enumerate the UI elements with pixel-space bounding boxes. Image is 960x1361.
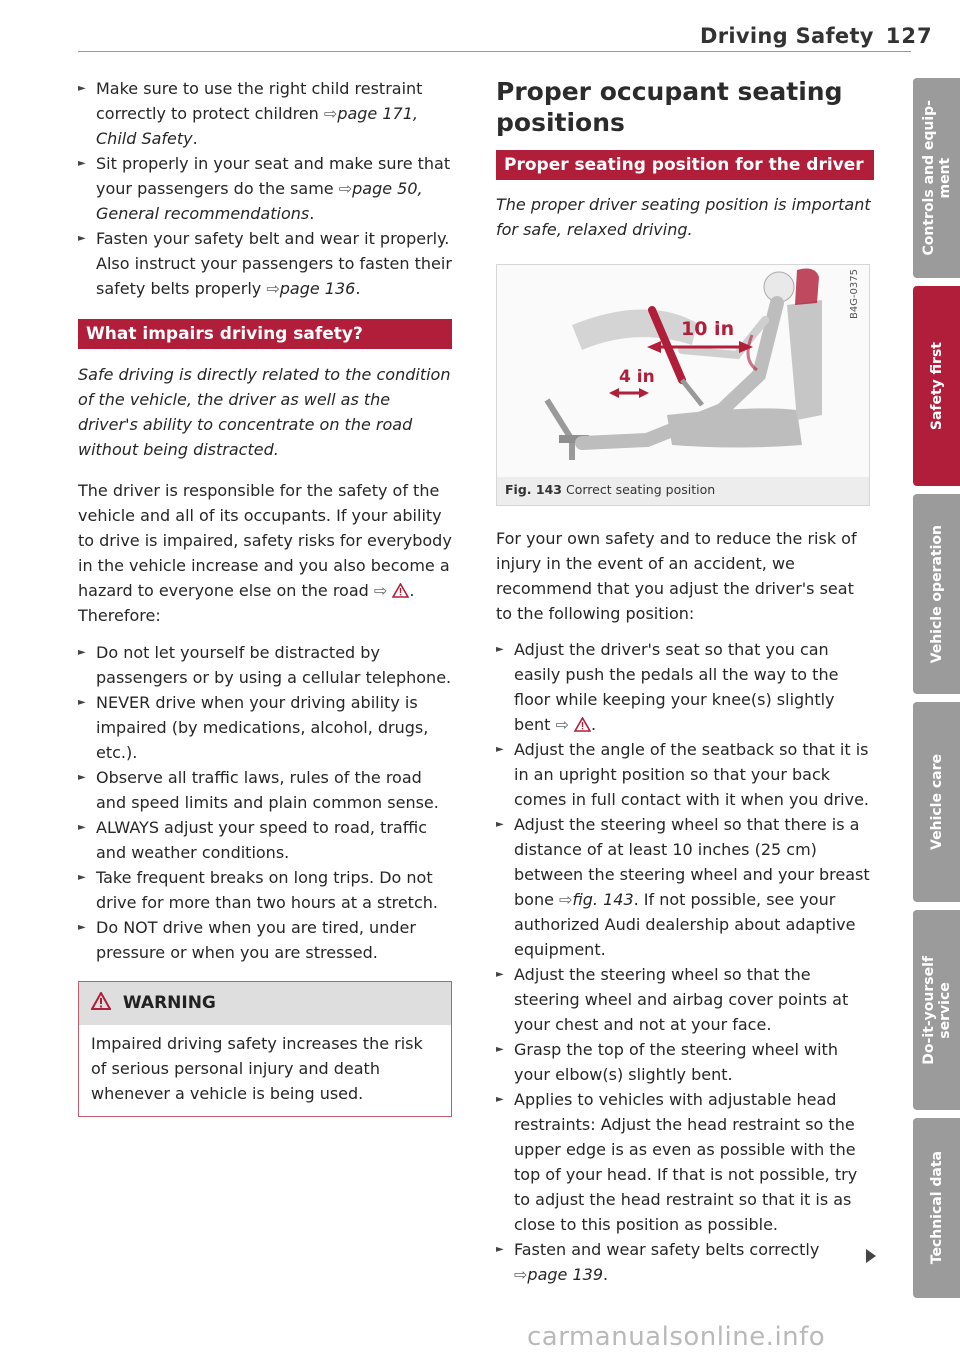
list-item: ► Adjust the angle of the seatback so that it is in an upright position so that your back comes in full contact with it when you drive. xyxy=(496,737,874,812)
page-title: Proper occupant seating positions xyxy=(496,77,843,137)
arrow-right-icon: ⇨ xyxy=(266,279,280,298)
running-head xyxy=(700,24,940,48)
therefore-text: Therefore: xyxy=(78,606,161,625)
side-tab-safety-first[interactable]: Safety first xyxy=(913,286,960,486)
list-item: ► Grasp the top of the steering wheel with your elbow(s) slightly bent. xyxy=(496,1037,874,1087)
warning-triangle-icon xyxy=(91,992,111,1010)
list-item: ► Adjust the steering wheel so that the steering wheel and airbag cover points at your chest and not at your face. xyxy=(496,962,874,1037)
continued-arrow-icon xyxy=(866,1249,876,1263)
impairs-body: The driver is responsible for the safety of the vehicle and all of its occupants. If your ability to drive is impaired, safety risks for everybody in the vehicle increase and you also become a hazard to everyone else on the road ⇨ . xyxy=(78,481,452,600)
list-item: ► Applies to vehicles with adjustable head restraints: Adjust the head restraint so the upper edge is as even as possible with the top of your head. If that is not possible, try to adjust the head restraint so that it is as close to this position as possible. xyxy=(496,1087,874,1237)
list-item: ► Adjust the driver's seat so that you can easily push the pedals all the way to the floor while keeping your knee(s) slightly bent ⇨ . xyxy=(496,637,874,737)
cross-reference-link[interactable]: page 50, General recommendations xyxy=(96,179,423,223)
figure-caption-text: Correct seating position xyxy=(565,482,716,497)
arrow-right-icon: ⇨ xyxy=(323,104,338,123)
arrow-right-icon: ⇨ xyxy=(559,890,573,909)
section-heading-driver: Proper seating position for the driver xyxy=(496,150,874,180)
cross-reference-link[interactable]: page 171, Child Safety xyxy=(96,104,418,148)
side-tab-technical-data[interactable]: Technical data xyxy=(913,1118,960,1298)
list-item: ► Observe all traffic laws, rules of the road and speed limits and plain common sense. xyxy=(78,765,452,815)
list-item: ► Do NOT drive when you are tired, under pressure or when you are stressed. xyxy=(78,915,452,965)
header-rule xyxy=(78,51,911,52)
seating-bullet-list xyxy=(496,637,874,1287)
cross-reference-link[interactable]: page 136 xyxy=(279,279,356,298)
figure-code: B4G-0375 xyxy=(849,269,860,320)
warning-triangle-icon xyxy=(574,717,591,732)
driver-intro: The proper driver seating position is important for safe, relaxed driving. xyxy=(496,195,871,239)
intro-bullet-list xyxy=(78,76,452,301)
list-item: ► NEVER drive when your driving ability is impaired (by medications, alcohol, drugs, etc.). xyxy=(78,690,452,765)
section-heading-impairs: What impairs driving safety? xyxy=(78,319,452,349)
section-title: Driving Safety xyxy=(700,24,874,48)
warning-triangle-icon xyxy=(392,583,409,598)
seating-position-illustration xyxy=(497,265,869,477)
warning-title: WARNING xyxy=(122,993,216,1013)
figure-caption xyxy=(497,477,869,505)
list-item: ► ALWAYS adjust your speed to road, traffic and weather conditions. xyxy=(78,815,452,865)
side-tab-vehicle-care[interactable]: Vehicle care xyxy=(913,702,960,902)
list-item: ► Fasten and wear safety belts correctly ⇨page 139. xyxy=(496,1237,874,1287)
arrow-right-icon: ⇨ xyxy=(514,1265,528,1284)
seating-diagram xyxy=(497,265,869,477)
list-item: ► Do not let yourself be distracted by passengers or by using a cellular telephone. xyxy=(78,640,452,690)
warning-header xyxy=(79,982,451,1025)
side-tab-vehicle-operation[interactable]: Vehicle operation xyxy=(913,494,960,694)
impairs-intro: Safe driving is directly related to the condition of the vehicle, the driver as well as the driver's ability to concentrate on the road without being distracted. xyxy=(78,365,451,459)
list-item: ► Make sure to use the right child restraint correctly to protect children ⇨page 171, Child Safety. xyxy=(78,76,452,151)
cross-reference-link[interactable]: page 139 xyxy=(527,1265,603,1284)
side-tab-controls[interactable]: Controls and equip- ment xyxy=(913,78,960,278)
warning-text: Impaired driving safety increases the risk of serious personal injury and death whenever a vehicle is being used. xyxy=(91,1034,423,1103)
arrow-right-icon: ⇨ xyxy=(373,581,388,600)
list-item: ► Sit properly in your seat and make sure that your passengers do the same ⇨page 50, General recommendations. xyxy=(78,151,452,226)
therefore-bullet-list xyxy=(78,640,452,965)
watermark-text: carmanualsonline.info xyxy=(527,1322,826,1352)
label-10-in: 10 in xyxy=(681,318,735,340)
arrow-right-icon: ⇨ xyxy=(555,715,569,734)
list-item: ► Fasten your safety belt and wear it properly. Also instruct your passengers to fasten their safety belts properly ⇨page 136. xyxy=(78,226,452,301)
side-tab-do-it-yourself[interactable]: Do-it-yourself service xyxy=(913,910,960,1110)
page-number: 127 xyxy=(885,24,933,48)
figure-number: Fig. 143 xyxy=(505,482,562,497)
arrow-right-icon: ⇨ xyxy=(338,179,353,198)
label-4-in: 4 in xyxy=(619,367,655,387)
driver-body: For your own safety and to reduce the risk of injury in the event of an accident, we recommend that you adjust the driver's seat to the following position: xyxy=(496,529,857,623)
warning-box xyxy=(78,981,452,1117)
left-column xyxy=(78,76,452,1117)
list-item: ► Adjust the steering wheel so that there is a distance of at least 10 inches (25 cm) between the steering wheel and your breast bone ⇨fig. 143. If not possible, see your authorized Audi dealership about adaptive equipment. xyxy=(496,812,874,962)
list-item: ► Take frequent breaks on long trips. Do not drive for more than two hours at a stretch. xyxy=(78,865,452,915)
figure-143 xyxy=(496,264,870,506)
cross-reference-link[interactable]: fig. 143 xyxy=(572,890,634,909)
right-column xyxy=(496,76,874,1287)
